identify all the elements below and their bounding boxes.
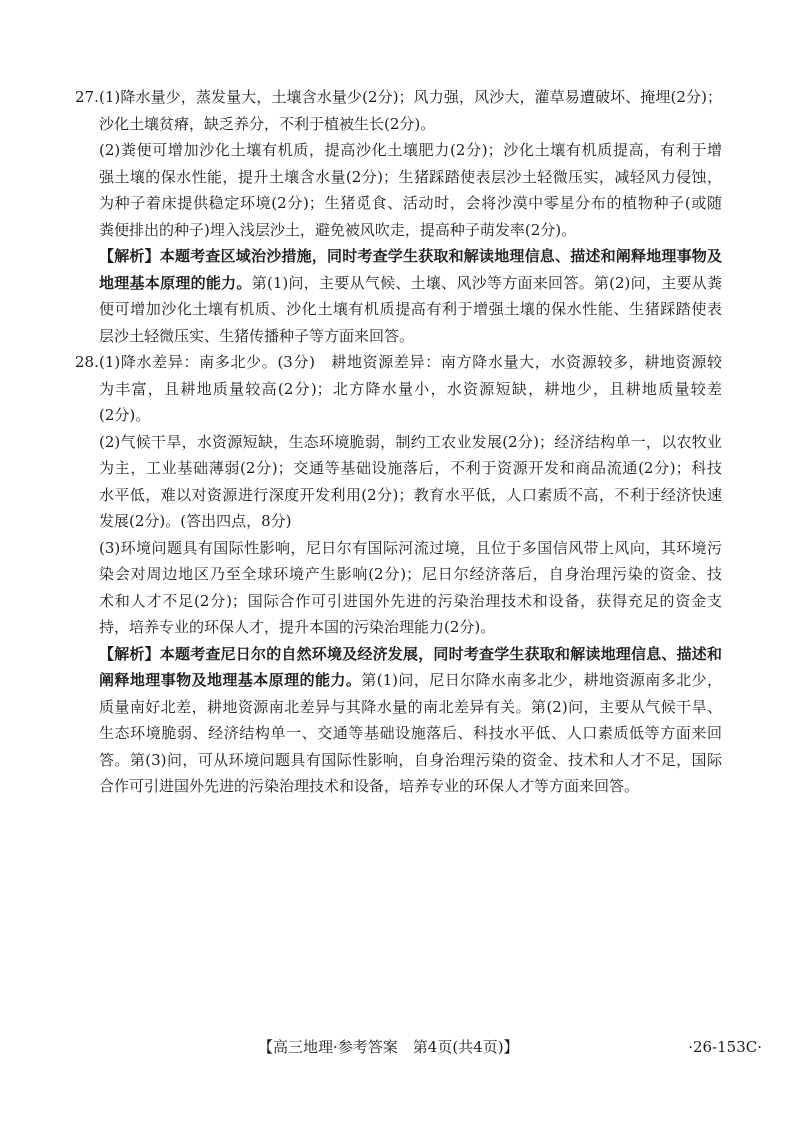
text-line xyxy=(99,694,722,721)
body-text: 水平低，难以对资源进行深度开发利用(2分)；教育水平低，人口素质不高，不利于经济快速 xyxy=(99,485,722,504)
text-line xyxy=(99,270,722,297)
body-text: 发展(2分)。(答出四点，8分) xyxy=(99,512,292,530)
answer-paragraph xyxy=(99,535,722,641)
text-line xyxy=(99,243,722,270)
text-line xyxy=(99,217,722,244)
answer-paragraph xyxy=(75,84,722,137)
answer-block xyxy=(75,84,722,349)
text-line xyxy=(99,482,722,509)
text-line xyxy=(99,773,722,800)
text-line xyxy=(99,535,722,562)
body-text: (3)环境问题具有国际性影响，尼日尔有国际河流过境，且位于多国信风带上风向，其环境污 xyxy=(99,538,722,557)
body-text: 第(1)问，主要从气候、土壤、风沙等方面来回答。第(2)问，主要从粪 xyxy=(251,273,722,292)
text-line xyxy=(99,455,722,482)
text-line xyxy=(99,137,722,164)
body-text: 为种子着床提供稳定环境(2分)；生猪觅食、活动时，会将沙漠中零星分布的植物种子(或随 xyxy=(99,194,722,212)
text-line xyxy=(99,111,722,138)
bold-text: 阐释地理事物及地理基本原理的能力。 xyxy=(99,671,362,689)
analysis-paragraph xyxy=(99,641,722,800)
bold-text: 【解析】本题考查尼日尔的自然环境及经济发展，同时考查学生获取和解读地理信息、描述和 xyxy=(99,644,722,663)
text-line xyxy=(99,164,722,191)
text-line xyxy=(99,323,722,350)
question-number: 28. xyxy=(75,353,99,371)
text-line xyxy=(99,720,722,747)
answer-block xyxy=(75,349,722,800)
body-text: 术和人才不足(2分)；国际合作可引进国外先进的污染治理技术和设备，获得充足的资金支 xyxy=(99,591,722,610)
body-text: (2分)。 xyxy=(99,406,151,424)
answer-paragraph xyxy=(75,349,722,429)
text-line xyxy=(99,747,722,774)
analysis-paragraph xyxy=(99,243,722,349)
body-text: 粪便排出的种子)埋入浅层沙土，避免被风吹走，提高种子萌发率(2分)。 xyxy=(99,220,577,239)
text-line xyxy=(99,561,722,588)
answer-paragraph xyxy=(99,429,722,535)
body-text: 质量南好北差，耕地资源南北差异与其降水量的南北差异有关。第(2)问，主要从气候干旱、 xyxy=(99,697,722,716)
body-text: 持，培养专业的环保人才，提升本国的污染治理能力(2分)。 xyxy=(99,618,496,636)
body-text: 为丰富，且耕地质量较高(2分)；北方降水量小，水资源短缺，耕地少，且耕地质量较差 xyxy=(99,379,722,398)
text-line xyxy=(75,84,722,111)
text-line xyxy=(99,402,722,429)
body-text: 为主，工业基础薄弱(2分)；交通等基础设施落后，不利于资源开发和商品流通(2分)；科技 xyxy=(99,459,722,477)
page-footer xyxy=(0,1034,800,1060)
body-text: 答。第(3)问，可从环境问题具有国际性影响，自身治理污染的资金、技术和人才不足，国际 xyxy=(99,750,722,769)
bold-text: 地理基本原理的能力。 xyxy=(99,273,252,292)
body-text: (1)降水差异：南多北少。(3分) 耕地资源差异：南方降水量大，水资源较多，耕地资源较 xyxy=(99,353,722,371)
bold-text: 【解析】本题考查区域治沙措施，同时考查学生获取和解读地理信息、描述和阐释地理事物及 xyxy=(99,247,722,265)
question-number: 27. xyxy=(75,88,99,106)
text-line xyxy=(99,296,722,323)
footer-title: 【高三地理·参考答案 第4页(共4页)】 xyxy=(258,1038,519,1056)
body-text: 层沙土轻微压实、生猪传播种子等方面来回答。 xyxy=(99,326,415,345)
text-line xyxy=(99,588,722,615)
body-text: 便可增加沙化土壤有机质、沙化土壤有机质提高有利于增强土壤的保水性能、生猪踩踏使表 xyxy=(99,300,722,318)
answer-document xyxy=(75,84,722,800)
answer-paragraph xyxy=(99,137,722,243)
text-line xyxy=(99,667,722,694)
body-text: (2)粪便可增加沙化土壤有机质，提高沙化土壤肥力(2分)；沙化土壤有机质提高，有利于增 xyxy=(99,141,722,159)
text-line xyxy=(99,508,722,535)
body-text: (2)气候干旱，水资源短缺，生态环境脆弱，制约工农业发展(2分)；经济结构单一，以农牧业 xyxy=(99,432,722,451)
text-line xyxy=(99,614,722,641)
body-text: 强土壤的保水性能，提升土壤含水量(2分)；生猪踩踏使表层沙土轻微压实，减轻风力侵蚀， xyxy=(99,167,722,186)
body-text: 染会对周边地区乃至全球环境产生影响(2分)；尼日尔经济落后，自身治理污染的资金、技 xyxy=(99,565,722,583)
body-text: 沙化土壤贫瘠，缺乏养分，不利于植被生长(2分)。 xyxy=(99,114,436,133)
body-text: 生态环境脆弱、经济结构单一、交通等基础设施落后、科技水平低、人口素质低等方面来回 xyxy=(99,724,722,742)
text-line xyxy=(99,376,722,403)
text-line xyxy=(99,429,722,456)
text-line xyxy=(75,349,722,376)
body-text: 第(1)问，尼日尔降水南多北少，耕地资源南多北少， xyxy=(361,671,722,689)
text-line xyxy=(99,190,722,217)
body-text: 合作可引进国外先进的污染治理技术和设备，培养专业的环保人才等方面来回答。 xyxy=(99,777,640,795)
footer-code: ·26-153C· xyxy=(688,1038,762,1056)
text-line xyxy=(99,641,722,668)
body-text: (1)降水量少，蒸发量大，土壤含水量少(2分)；风力强，风沙大，灌草易遭破坏、掩埋(2分)； xyxy=(99,88,722,106)
